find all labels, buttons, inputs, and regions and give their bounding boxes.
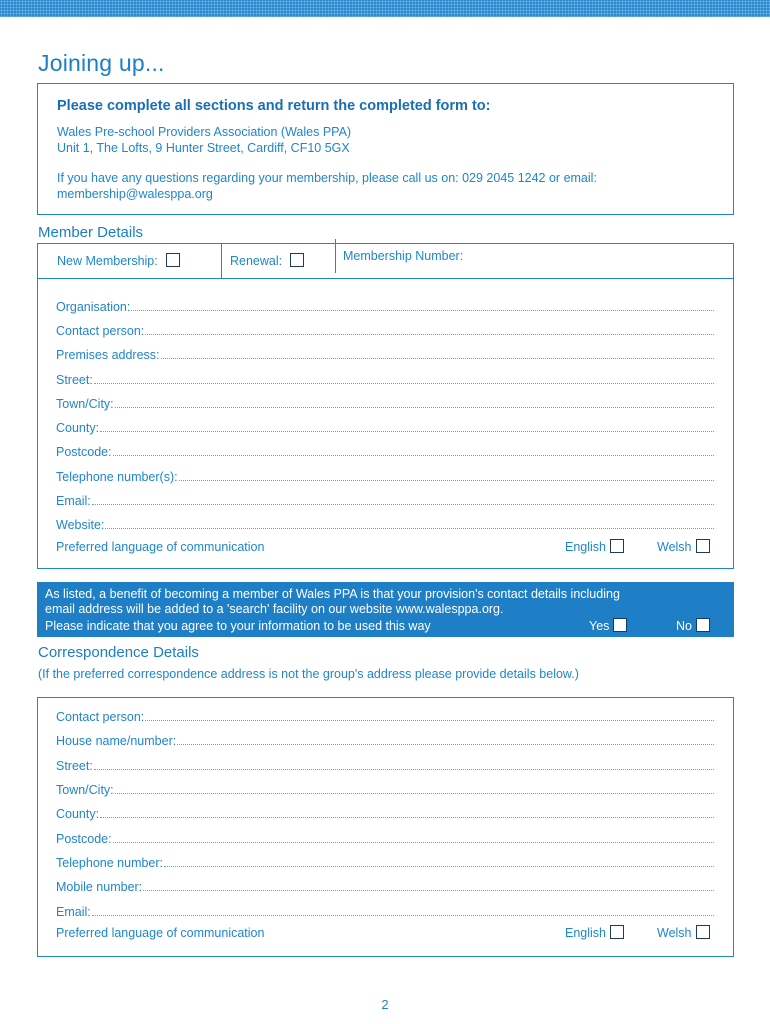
member-details-title: Member Details [38,224,144,241]
new-membership-cell [38,244,221,278]
correspondence-title: Correspondence Details [38,644,199,661]
contact-line: If you have any questions regarding your membership, please call us on: 029 2045 1242 or email: [57,171,597,185]
corr-county-field[interactable]: County: [56,803,714,821]
corr-telephone-field[interactable]: Telephone number: [56,852,714,870]
instructions-heading: Please complete all sections and return the completed form to: [57,98,491,114]
corr-welsh-option: Welsh [657,926,710,941]
return-address [57,125,351,156]
correspondence-note: (If the preferred correspondence address is not the group's address please provide details below.) [38,667,579,681]
corr-street-field[interactable]: Street: [56,755,714,773]
street-field[interactable]: Street: [56,369,714,387]
corr-welsh-checkbox[interactable] [696,925,710,939]
contact-info [57,171,707,202]
member-fields-box [37,278,734,569]
membership-number-field[interactable] [335,239,733,273]
welsh-checkbox[interactable] [696,539,710,553]
corr-email-field[interactable]: Email: [56,901,714,919]
corr-house-field[interactable]: House name/number: [56,730,714,748]
corr-contact-person-field[interactable]: Contact person: [56,706,714,724]
premises-address-field[interactable]: Premises address: [56,344,714,362]
preferred-language-label: Preferred language of communication [56,540,265,554]
page-title: Joining up... [38,50,165,76]
instructions-box [37,83,734,215]
contact-email: membership@walesppa.org [57,186,213,201]
telephone-field[interactable]: Telephone number(s): [56,466,714,484]
membership-number-label: Membership Number: [343,249,464,263]
postcode-field[interactable]: Postcode: [56,441,714,459]
corr-english-checkbox[interactable] [610,925,624,939]
organisation-field[interactable]: Organisation: [56,296,714,314]
correspondence-fields-box [37,697,734,957]
renewal-checkbox[interactable] [290,253,304,267]
consent-yes-checkbox[interactable] [613,618,627,632]
corr-mobile-field[interactable]: Mobile number: [56,876,714,894]
address-line: Unit 1, The Lofts, 9 Hunter Street, Cardiff, CF10 5GX [57,140,350,155]
address-line: Wales Pre-school Providers Association (Wales PPA) [57,125,352,139]
consent-no-option: No [676,619,710,634]
corr-preferred-language-label: Preferred language of communication [56,926,265,940]
consent-no-checkbox[interactable] [696,618,710,632]
english-option: English [565,540,624,555]
english-checkbox[interactable] [610,539,624,553]
corr-preferred-language-row [56,926,716,944]
top-decorative-band [0,0,770,17]
contact-person-field[interactable]: Contact person: [56,320,714,338]
corr-postcode-field[interactable]: Postcode: [56,828,714,846]
corr-town-city-field[interactable]: Town/City: [56,779,714,797]
town-city-field[interactable]: Town/City: [56,393,714,411]
consent-banner [37,582,734,637]
membership-type-row [37,243,734,279]
consent-yes-option: Yes [589,619,627,634]
renewal-cell [221,244,335,278]
new-membership-checkbox[interactable] [166,253,180,267]
renewal-label: Renewal: [230,254,283,268]
new-membership-label: New Membership: [57,254,158,268]
corr-english-option: English [565,926,624,941]
email-field[interactable]: Email: [56,490,714,508]
welsh-option: Welsh [657,540,710,555]
consent-agree-text: Please indicate that you agree to your information to be used this way [45,619,431,633]
county-field[interactable]: County: [56,417,714,435]
website-field[interactable]: Website: [56,514,714,532]
consent-text: As listed, a benefit of becoming a member of Wales PPA is that your provision's contact details including email address will be added to a 'search' facility on our website www.walesppa.org. [45,587,620,616]
page-number: 2 [381,997,389,1012]
preferred-language-row [56,540,716,558]
